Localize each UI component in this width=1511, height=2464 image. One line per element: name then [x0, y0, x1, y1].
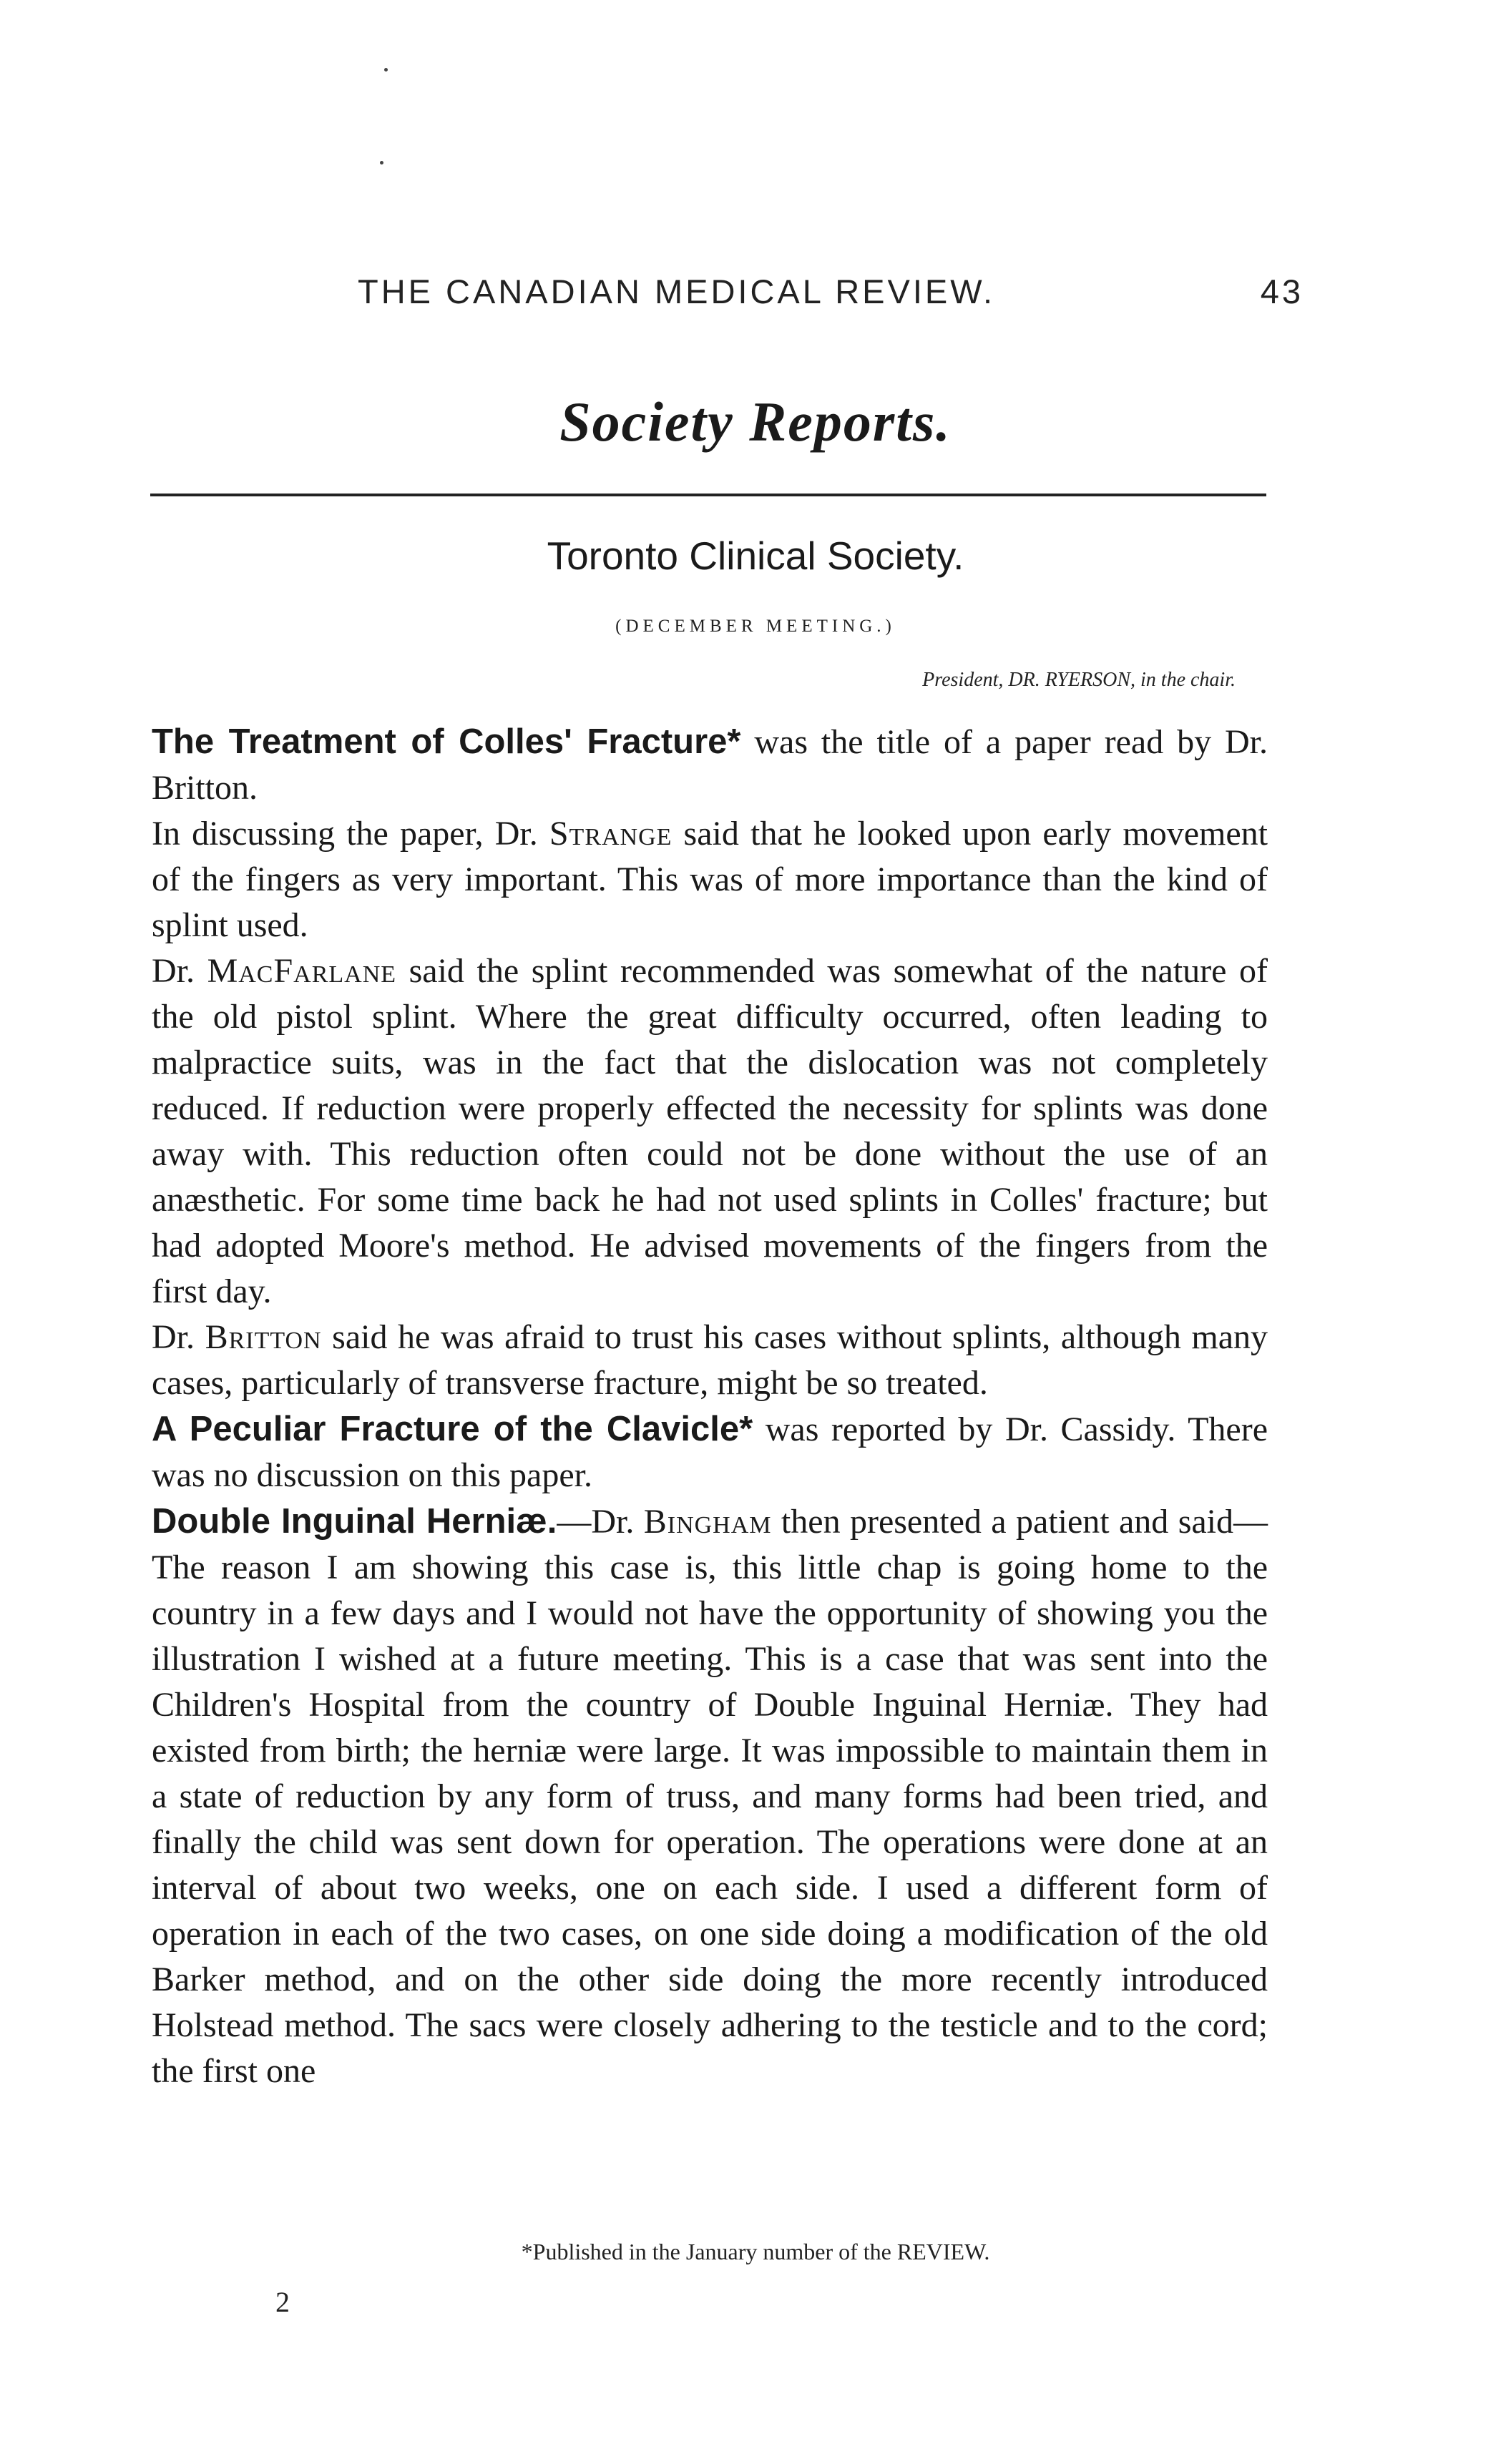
- speck-mark: [384, 68, 388, 72]
- society-name: Toronto Clinical Society.: [547, 534, 964, 578]
- paragraph-text: was reported by Dr. Cassidy. There was no discussion on this paper.: [152, 1410, 1268, 1494]
- paragraph: [152, 811, 1268, 948]
- paragraph: [152, 1315, 1268, 1406]
- page-number: 43: [1260, 273, 1304, 310]
- speaker-name: Strange: [549, 815, 673, 853]
- speaker-name: Bingham: [643, 1503, 772, 1541]
- paragraph-heading: The Treatment of Colles' Fracture*: [152, 722, 741, 761]
- paragraph: [152, 948, 1268, 1315]
- speaker-name: MacFarlane: [207, 952, 397, 990]
- article-body: [152, 719, 1268, 2094]
- paragraph-text: then presented a patient and said—The reason I am showing this case is, this little chap is going home to the country in a few days and I would not have the opportunity of showing you the illustration I wished at a future meeting. This is a case that was sent into the Children's Hospital from the country of Double Inguinal Herniæ. They had existed from birth; the herniæ were large. It was impossible to maintain them in a state of reduction by any form of truss, and many forms had been tried, and finally the child was sent down for operation. The operations were done at an interval of about two weeks, one on each side. I used a different form of operation in each of the two cases, on one side doing a modification of the old Barker method, and on the other side doing the more recently introduced Holstead method. The sacs were closely adhering to the testicle and to the cord; the first one: [152, 1503, 1268, 2090]
- paragraph-lead: Dr.: [152, 1318, 205, 1356]
- speaker-name: Britton: [205, 1318, 322, 1356]
- section-title: Society Reports.: [559, 391, 952, 453]
- paragraph: [152, 719, 1268, 811]
- paragraph-lead: In discussing the paper, Dr.: [152, 815, 549, 853]
- paragraph-text: said he was afraid to trust his cases without splints, although many cases, particularly of transverse fracture, might be so treated.: [152, 1318, 1268, 1402]
- signature-mark: 2: [275, 2286, 290, 2318]
- paragraph-text: said the splint recommended was somewhat of the nature of the old pistol splint. Where the great difficulty occurred, often leading to malpractice suits, was in the fact that the dislocation was not completely reduced. If reduction were properly effected the necessity for splints was done away with. This reduction often could not be done without the use of an anæsthetic. For some time back he had not used splints in Colles' fracture; but had adopted Moore's method. He advised movements of the fingers from the first day.: [152, 952, 1268, 1310]
- title-rule: [150, 494, 1266, 496]
- paragraph-text: said that he looked upon early movement of the fingers as very important. This was of more importance than the kind of splint used.: [152, 815, 1268, 944]
- paragraph-lead: —Dr.: [557, 1503, 644, 1541]
- paragraph-text: was the title of a paper read by Dr. Britton.: [152, 723, 1268, 807]
- chair-line: President, DR. RYERSON, in the chair.: [922, 669, 1236, 691]
- paragraph-lead: Dr.: [152, 952, 207, 990]
- footnote: *Published in the January number of the REVIEW.: [521, 2239, 990, 2264]
- speck-mark: [380, 161, 383, 165]
- running-title: THE CANADIAN MEDICAL REVIEW.: [358, 273, 996, 310]
- meeting-label: (DECEMBER MEETING.): [615, 617, 896, 636]
- paragraph: [152, 1498, 1268, 2094]
- paragraph-heading: Double Inguinal Herniæ.: [152, 1502, 557, 1541]
- paragraph-heading: A Peculiar Fracture of the Clavicle*: [152, 1410, 753, 1448]
- paragraph: [152, 1406, 1268, 1498]
- running-head: [358, 272, 1324, 322]
